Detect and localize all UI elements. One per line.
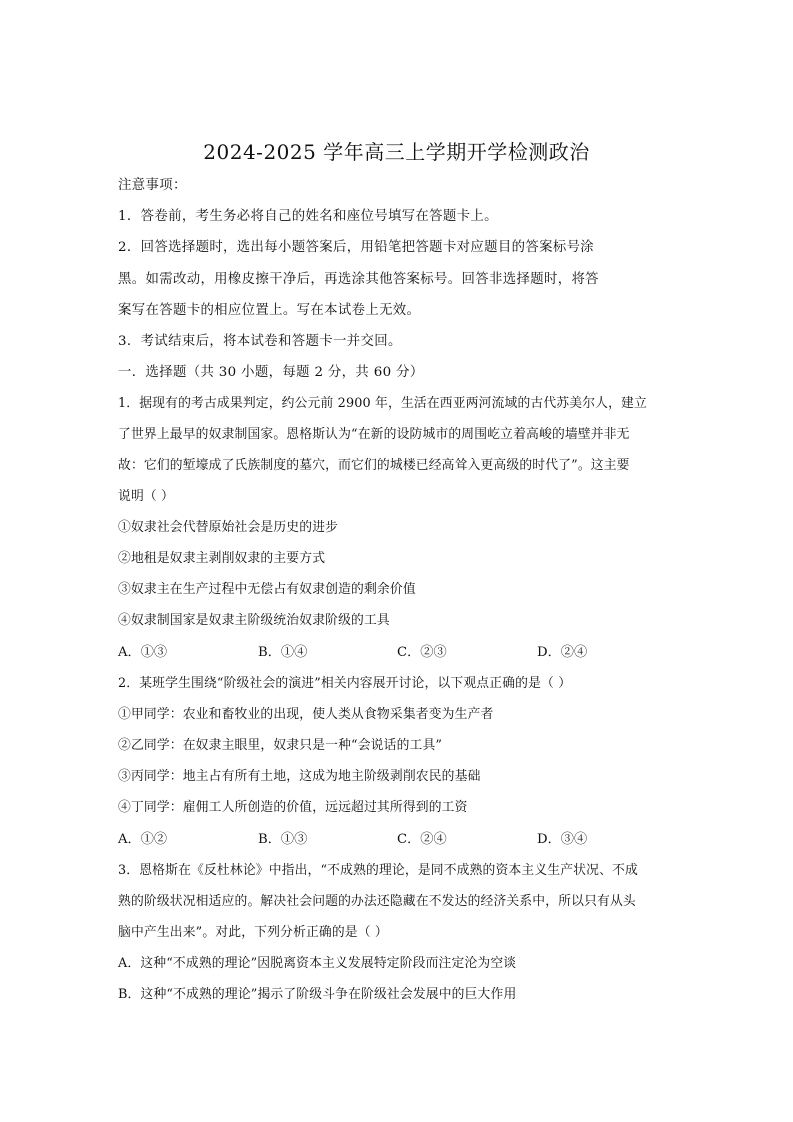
q2-option-b[interactable]: B．①③ — [258, 832, 308, 847]
q1-stem-line-2: 了世界上最早的奴隶制国家。恩格斯认为“在新的设防城市的周围屹立着高峻的墙壁并非无 — [118, 427, 630, 442]
q1-option-d[interactable]: D．②④ — [537, 645, 588, 660]
q3-option-a[interactable]: A．这种“不成熟的理论”因脱离资本主义发展特定阶段而注定沦为空谈 — [118, 956, 517, 971]
q1-option-a[interactable]: A．①③ — [118, 645, 168, 660]
page-title: 2024-2025 学年高三上学期开学检测政治 — [203, 140, 590, 164]
q1-item-4: ④奴隶制国家是奴隶主阶级统治奴隶阶级的工具 — [118, 613, 390, 628]
q1-options — [118, 643, 678, 663]
q2-item-2: ②乙同学：在奴隶主眼里，奴隶只是一种“会说话的工具” — [118, 738, 443, 753]
q3-stem-line-1: 3．恩格斯在《反杜林论》中指出，“不成熟的理论，是同不成熟的资本主义生产状况、不成 — [118, 863, 638, 878]
q2-option-d[interactable]: D．③④ — [537, 832, 588, 847]
q2-stem-line-1: 2．某班学生围绕“阶级社会的演进”相关内容展开讨论，以下观点正确的是（ ） — [118, 676, 572, 691]
q2-options — [118, 830, 678, 850]
notice-line-3: 黑。如需改动，用橡皮擦干净后，再选涂其他答案标号。回答非选择题时，将答 — [118, 272, 599, 287]
notice-line-4: 案写在答题卡的相应位置上。写在本试卷上无效。 — [118, 303, 421, 318]
q3-option-b[interactable]: B．这种“不成熟的理论”揭示了阶级斗争在阶级社会发展中的巨大作用 — [118, 987, 517, 1002]
q2-item-4: ④丁同学：雇佣工人所创造的价值，远远超过其所得到的工资 — [118, 800, 468, 815]
notice-heading: 注意事项： — [118, 178, 187, 193]
q2-option-a[interactable]: A．①② — [118, 832, 168, 847]
notice-line-1: 1．答卷前，考生务必将自己的姓名和座位号填写在答题卡上。 — [118, 209, 498, 224]
section-heading: 一．选择题（共 30 小题，每题 2 分，共 60 分） — [118, 365, 424, 380]
q1-item-1: ①奴隶社会代替原始社会是历史的进步 — [118, 520, 339, 535]
q2-item-3: ③丙同学：地主占有所有土地，这成为地主阶级剥削农民的基础 — [118, 769, 481, 784]
q1-stem-line-4: 说明（ ） — [118, 489, 175, 504]
q1-stem-line-3: 故：它们的堑壕成了氏族制度的墓穴，而它们的城楼已经高耸入更高级的时代了”。这主要 — [118, 458, 630, 473]
q1-option-b[interactable]: B．①④ — [258, 645, 308, 660]
q3-stem-line-3: 脑中产生出来”。对此，下列分析正确的是（ ） — [118, 925, 388, 940]
q1-option-c[interactable]: C．②③ — [397, 645, 447, 660]
notice-line-5: 3．考试结束后，将本试卷和答题卡一并交回。 — [118, 334, 402, 349]
q1-item-2: ②地租是奴隶主剥削奴隶的主要方式 — [118, 551, 326, 566]
q2-item-1: ①甲同学：农业和畜牧业的出现，使人类从食物采集者变为生产者 — [118, 707, 494, 722]
q1-stem-line-1: 1．据现有的考古成果判定，约公元前 2900 年，生活在西亚两河流域的古代苏美尔人，建立 — [118, 396, 647, 411]
q2-option-c[interactable]: C．②④ — [397, 832, 447, 847]
notice-line-2: 2．回答选择题时，选出每小题答案后，用铅笔把答题卡对应题目的答案标号涂 — [118, 240, 595, 255]
q1-item-3: ③奴隶主在生产过程中无偿占有奴隶创造的剩余价值 — [118, 582, 416, 597]
q3-stem-line-2: 熟的阶级状况相适应的。解决社会问题的办法还隐藏在不发达的经济关系中，所以只有从头 — [118, 894, 636, 909]
